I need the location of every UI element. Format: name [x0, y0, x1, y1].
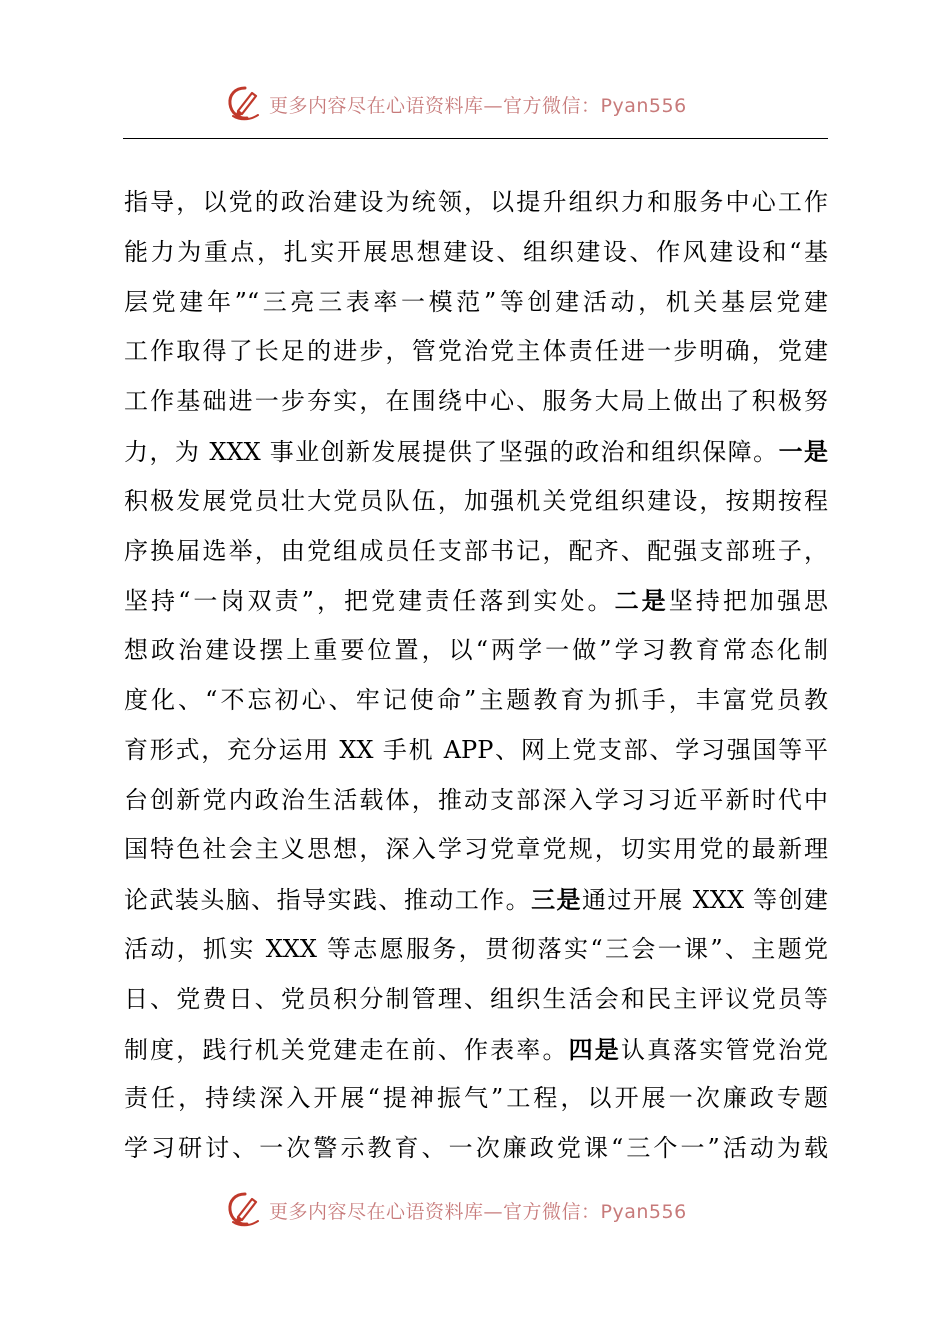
body-line: 学习研讨、一次警示教育、一次廉政党课“三个一”活动为载 [124, 1134, 828, 1163]
header-banner [225, 82, 725, 126]
footer-banner [225, 1188, 725, 1232]
signature-pen-logo-icon [225, 1190, 265, 1230]
body-line: 坚持“一岗双责”，把党建责任落到实处。二是坚持把加强思 [124, 586, 829, 616]
body-line: 责任，持续深入开展“提神振气”工程，以开展一次廉政专题 [124, 1084, 828, 1113]
header-banner-text: 更多内容尽在心语资料库—官方微信：Pyan556 [269, 94, 687, 117]
body-line: 度化、“不忘初心、牢记使命”主题教育为抓手，丰富党员教 [124, 685, 828, 714]
body-line: 台创新党内政治生活载体，推动支部深入学习习近平新时代中 [124, 785, 828, 814]
body-line: 层党建年”“三亮三表率一模范”等创建活动，机关基层党建 [124, 287, 828, 316]
body-line: 想政治建设摆上重要位置，以“两学一做”学习教育常态化制 [124, 636, 828, 665]
body-line: 国特色社会主义思想，深入学习党章党规，切实用党的最新理 [124, 835, 828, 864]
emphasis-marker: 三是 [531, 885, 582, 915]
body-line: 积极发展党员壮大党员队伍，加强机关党组织建设，按期按程 [124, 486, 828, 515]
body-line: 育形式，充分运用 XX 手机 APP、网上党支部、学习强国等平 [124, 735, 828, 764]
document-body [124, 178, 828, 1174]
body-line: 指导，以党的政治建设为统领，以提升组织力和服务中心工作 [124, 188, 828, 216]
body-line: 序换届选举，由党组成员任支部书记，配齐、配强支部班子， [124, 536, 828, 565]
body-line: 工作基础进一步夯实，在围绕中心、服务大局上做出了积极努 [124, 387, 828, 416]
body-line: 日、党费日、党员积分制管理、组织生活会和民主评议党员等 [124, 984, 828, 1013]
emphasis-marker: 四是 [568, 1034, 621, 1064]
emphasis-marker: 二是 [614, 586, 669, 616]
body-line: 活动，抓实 XXX 等志愿服务，贯彻落实“三会一课”、主题党 [124, 934, 828, 963]
body-line: 能力为重点，扎实开展思想建设、组织建设、作风建设和“基 [124, 237, 828, 266]
body-line: 工作取得了长足的进步，管党治党主体责任进一步明确，党建 [124, 337, 828, 366]
body-line: 论武装头脑、指导实践、推动工作。三是通过开展 XXX 等创建 [124, 885, 829, 915]
body-line: 力，为 XXX 事业创新发展提供了坚强的政治和组织保障。一是 [124, 436, 829, 466]
header-divider [123, 138, 828, 139]
body-line: 制度，践行机关党建走在前、作表率。四是认真落实管党治党 [124, 1034, 829, 1064]
emphasis-marker: 一是 [778, 436, 829, 466]
footer-banner-text: 更多内容尽在心语资料库—官方微信：Pyan556 [269, 1200, 687, 1223]
signature-pen-logo-icon [225, 84, 265, 124]
